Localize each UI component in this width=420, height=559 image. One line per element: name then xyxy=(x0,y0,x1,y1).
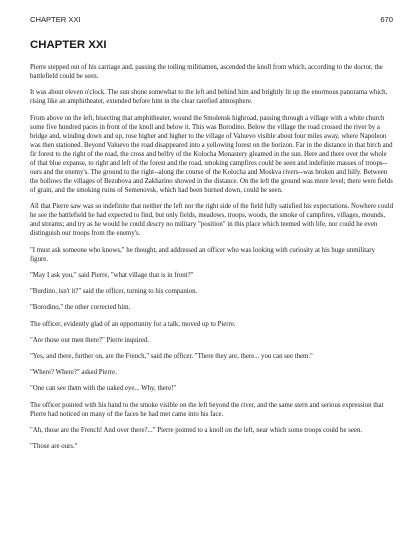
paragraph: It was about eleven o'clock. The sun shone somewhat to the left and behind him and brightly lit up the enormous panorama which, rising like an amphitheater, extended before him in the clear rarefied atmosphere. xyxy=(30,89,388,106)
paragraph: All that Pierre saw was so indefinite that neither the left nor the right side of the field fully satisfied his expectations. Nowhere could he see the battlefield he had expected to find, but only fields, meadows, troops, woods, the smoke of campfires, villages, mounds, and streams; and try as he would he could descry no military "position" in this place which teemed with life, nor could he even distinguish our troops from the enemy's. xyxy=(30,203,393,238)
document-page xyxy=(30,0,393,559)
paragraph: "Where? Where?" asked Pierre. xyxy=(30,369,117,377)
paragraph: From above on the left, bisecting that amphitheater, wound the Smolensk highroad, passing through a village with a white church some five hundred paces in front of the knoll and below it. This was Borodino. Below the village the road crossed the river by a bridge and, winding down and up, rose higher and higher to the village of Valuevo visible about four miles away, where Napoleon was then stationed. Beyond Valuevo the road disappeared into a yellowing forest on the horizon. Far in the distance in that birch and fir forest to the right of the road, the cross and belfry of the Kolocha Monastery gleamed in the sun. Here and there over the whole of that blue expanse, to right and left of the forest and the road, smoking campfires could be seen and indefinite masses of troops--ours and the enemy's. The ground to the right--along the course of the Kolocha and Moskva rivers--was broken and hilly. Between the hollows the villages of Bezubova and Zakharino showed in the distance. On the left the ground was more level; there were fields of grain, and the smoking ruins of Semenovsk, which had been burned down, could be seen. xyxy=(30,114,393,194)
paragraph: "Ah, those are the French! And over there?..." Pierre pointed to a knoll on the left, near which some troops could be seen. xyxy=(30,426,363,434)
paragraph: The officer pointed with his hand to the smoke visible on the left beyond the river, and the same stern and serious expression that Pierre had noticed on many of the faces he had met came into his face. xyxy=(30,401,384,418)
paragraph: "I must ask someone who knows," he thought, and addressed an officer who was looking with curiosity at his huge unmilitary figure. xyxy=(30,246,375,263)
paragraph: "May I ask you," said Pierre, "what village that is in front?" xyxy=(30,271,194,279)
paragraph: "Those are ours." xyxy=(30,443,78,451)
paragraph: "Are those our men there?" Pierre inquired. xyxy=(30,336,150,344)
running-header-chapter: CHAPTER XXI xyxy=(30,15,81,24)
paragraph: "Borodino," the other corrected him. xyxy=(30,304,131,312)
paragraph: "Burdino, isn't it?" said the officer, turning to his companion. xyxy=(30,288,198,296)
page-number: 670 xyxy=(380,15,393,24)
running-header xyxy=(30,14,393,26)
paragraph: The officer, evidently glad of an opportunity for a talk, moved up to Pierre. xyxy=(30,320,236,328)
chapter-title: CHAPTER XXI xyxy=(30,39,107,51)
paragraph: "Yes, and there, further on, are the French," said the officer. "There they are, there... you can see them." xyxy=(30,353,313,360)
chapter-body xyxy=(30,63,393,458)
paragraph: Pierre stepped out of his carriage and, passing the toiling militiamen, ascended the knoll from which, according to the doctor, the battlefield could be seen. xyxy=(30,64,383,81)
paragraph: "One can see them with the naked eye... Why, there!" xyxy=(30,385,177,393)
